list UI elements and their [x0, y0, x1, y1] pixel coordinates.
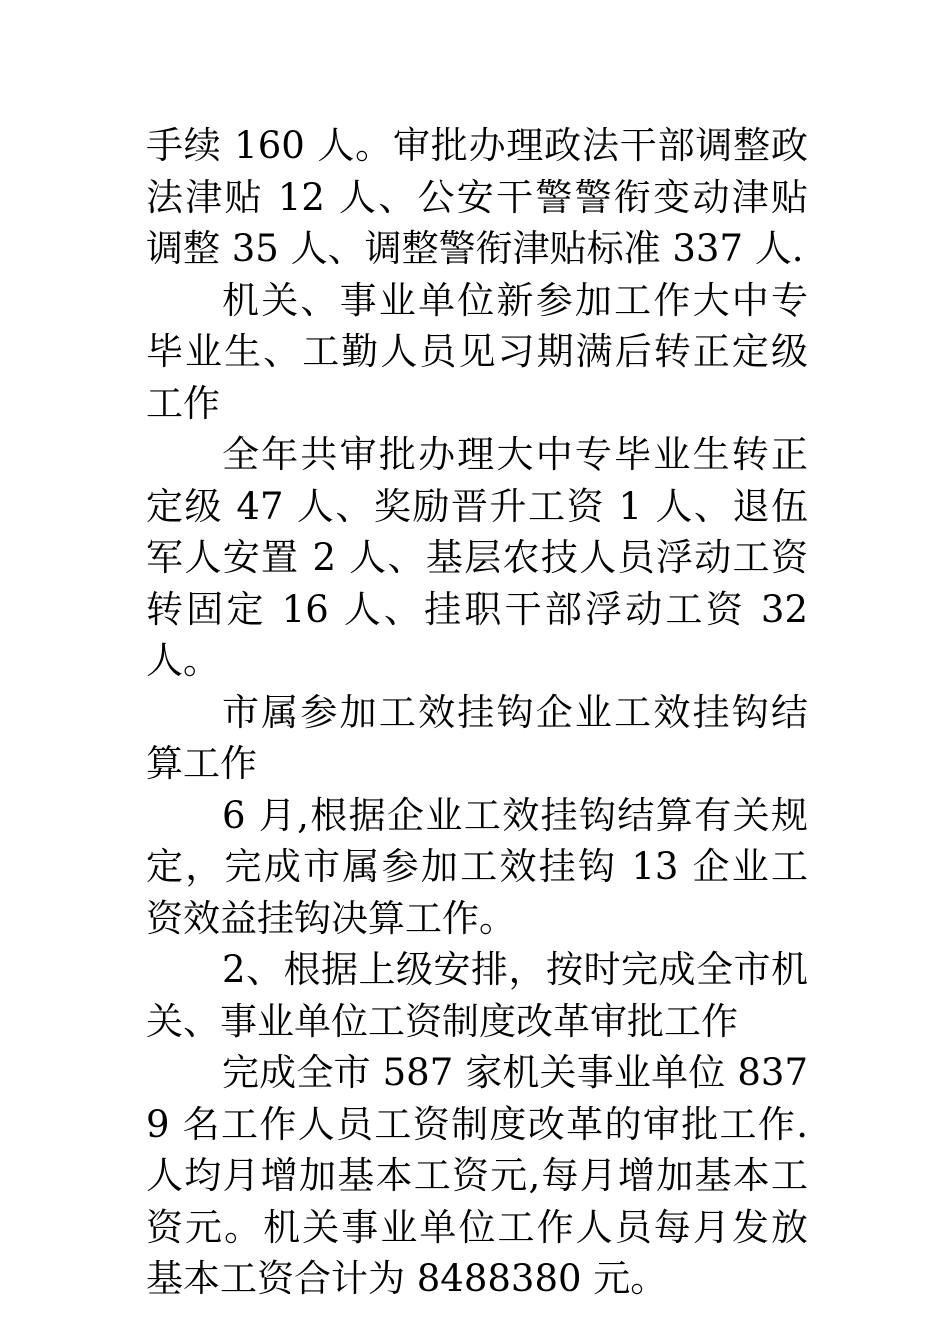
document-body: [146, 120, 808, 1305]
paragraph-3: 全年共审批办理大中专毕业生转正定级 47 人、奖励晋升工资 1 人、退伍军人安置 2 人、基层农技人员浮动工资转固定 16 人、挂职干部浮动工资 32 人。: [146, 433, 808, 682]
paragraph-5: 6 月,根据企业工效挂钩结算有关规定，完成市属参加工效挂钩 13 企业工资效益挂钩决算工作。: [146, 793, 808, 940]
paragraph-7: 完成全市 587 家机关事业单位 8379 名工作人员工资制度改革的审批工作.人均月增加基本工资元,每月增加基本工资元。机关事业单位工作人员每月发放基本工资合计为 8488380 元。: [146, 1051, 808, 1300]
paragraph-1: 手续 160 人。审批办理政法干部调整政法津贴 12 人、公安干警警衔变动津贴调整 35 人、调整警衔津贴标准 337 人.: [146, 124, 808, 270]
paragraph-6: 2、根据上级安排，按时完成全市机关、事业单位工资制度改革审批工作: [146, 948, 808, 1043]
paragraph-2: 机关、事业单位新参加工作大中专毕业生、工勤人员见习期满后转正定级工作: [146, 278, 808, 425]
paragraph-4: 市属参加工效挂钩企业工效挂钩结算工作: [146, 690, 808, 785]
